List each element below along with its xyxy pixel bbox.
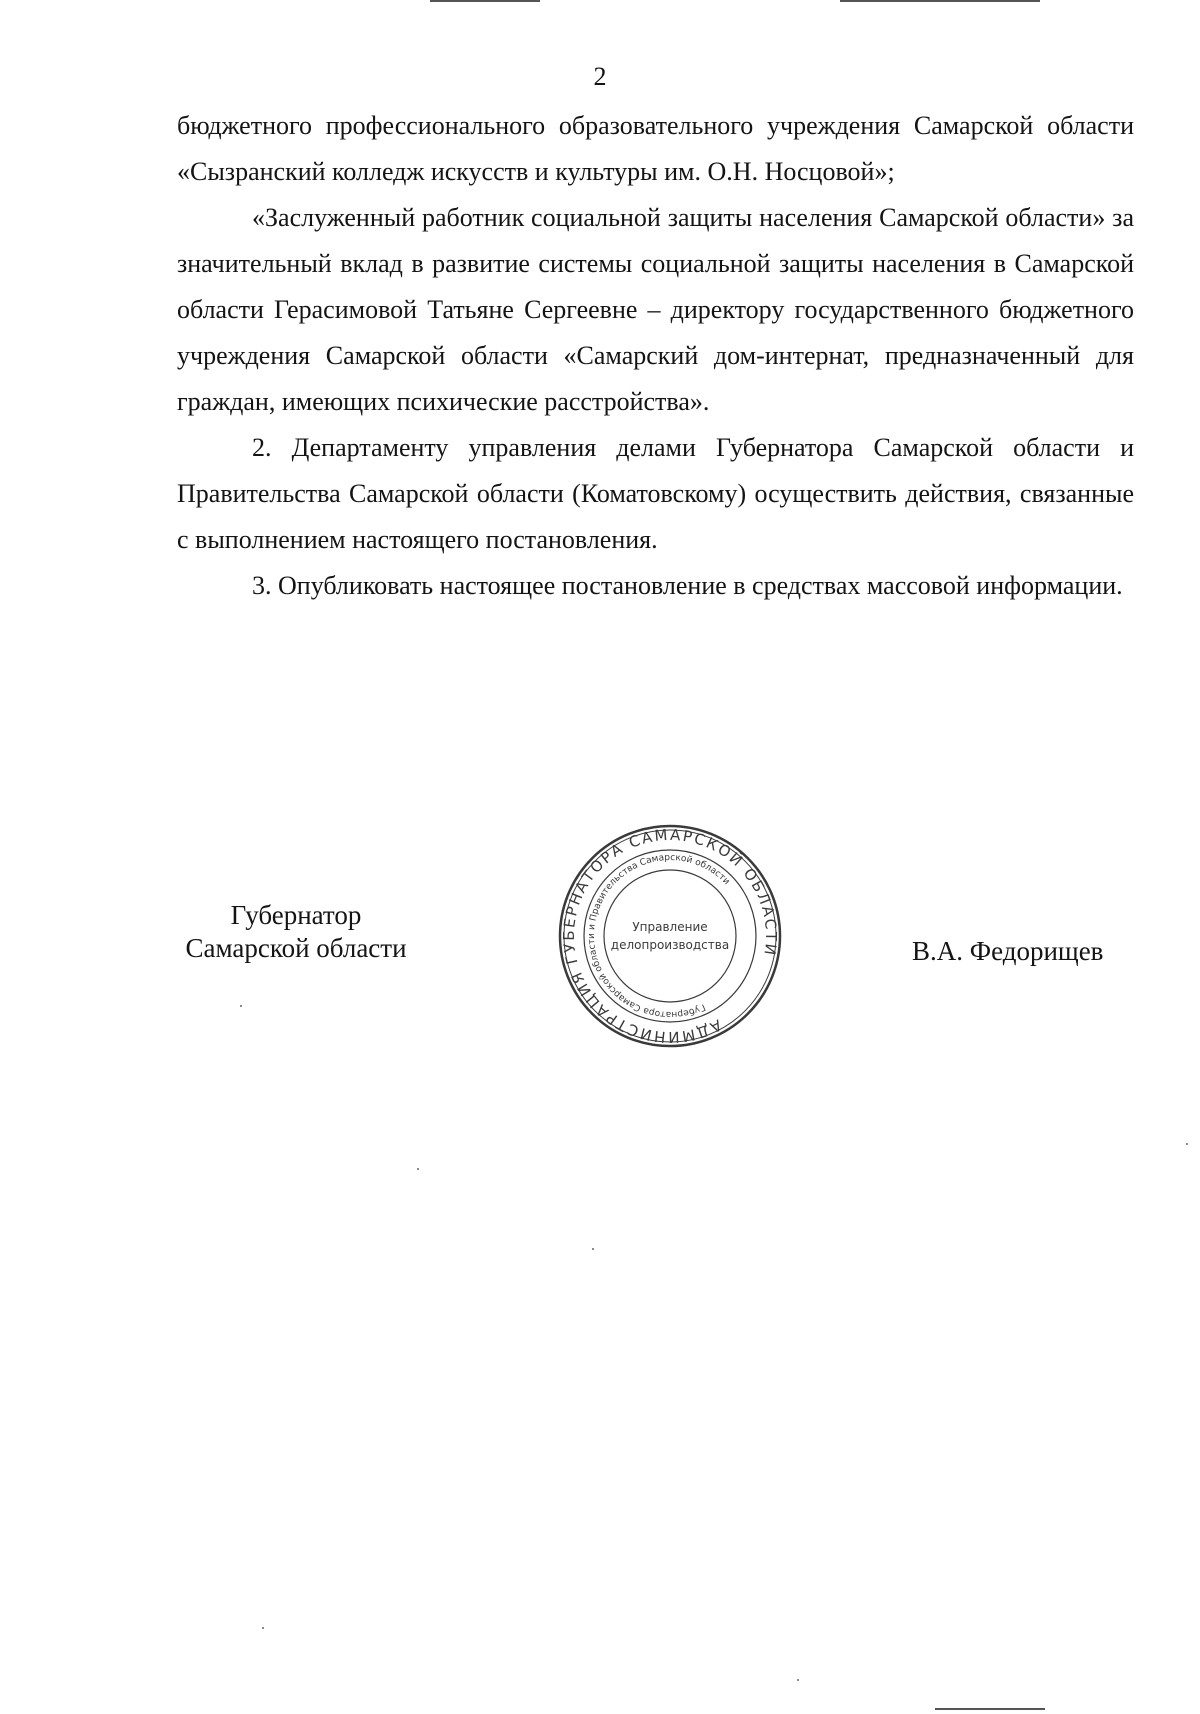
paragraph-item-2: 2. Департаменту управления делами Губернатора Самарской области и Правительства Самарской области (Коматовскому) осуществить действия, связанные с выполнением настоящего постановления. (177, 433, 1134, 554)
stamp-center-line-1: Управление (632, 920, 708, 934)
scan-top-edge-left (430, 0, 540, 2)
scan-speck (797, 1679, 799, 1681)
stamp-center-line-2: делопроизводства (610, 938, 730, 952)
document-body (177, 103, 1134, 609)
official-stamp (557, 823, 783, 1049)
stamp-outer-text: АДМИНИСТРАЦИЯ ГУБЕРНАТОРА САМАРСКОЙ ОБЛАСТИ (559, 825, 781, 1047)
stamp-inner-text: Губернатора Самарской области и Правительства Самарской области (586, 852, 732, 1020)
scan-speck (262, 1627, 264, 1629)
paragraph-honorary-title: «Заслуженный работник социальной защиты населения Самарской области» за значительный вклад в развитие системы социальной защиты населения в Самарской области Герасимовой Татьяне Сергеевне – директору государственного бюджетного учреждения Самарской области «Самарский дом-интернат, предназначенный для граждан, имеющих психические расстройства». (177, 203, 1134, 416)
scan-speck (417, 1168, 419, 1170)
paragraph-item-3: 3. Опубликовать настоящее постановление в средствах массовой информации. (252, 571, 1123, 600)
signatory-title-line-2: Самарской области (185, 933, 407, 963)
signatory-title (166, 899, 426, 965)
paragraph-continuation: бюджетного профессионального образовательного учреждения Самарской области «Сызранский колледж искусств и культуры им. О.Н. Носцовой»; (177, 111, 1134, 186)
scan-top-edge-right (840, 0, 1040, 2)
page-number: 2 (593, 62, 607, 91)
signatory-title-line-1: Губернатор (230, 900, 362, 930)
scan-speck (1186, 1143, 1188, 1145)
stamp-seal-graphic (557, 823, 783, 1049)
scan-speck (592, 1248, 594, 1250)
scan-speck (240, 1005, 242, 1007)
scan-bottom-edge (935, 1708, 1045, 1710)
signatory-name: В.А. Федорищев (912, 936, 1104, 966)
